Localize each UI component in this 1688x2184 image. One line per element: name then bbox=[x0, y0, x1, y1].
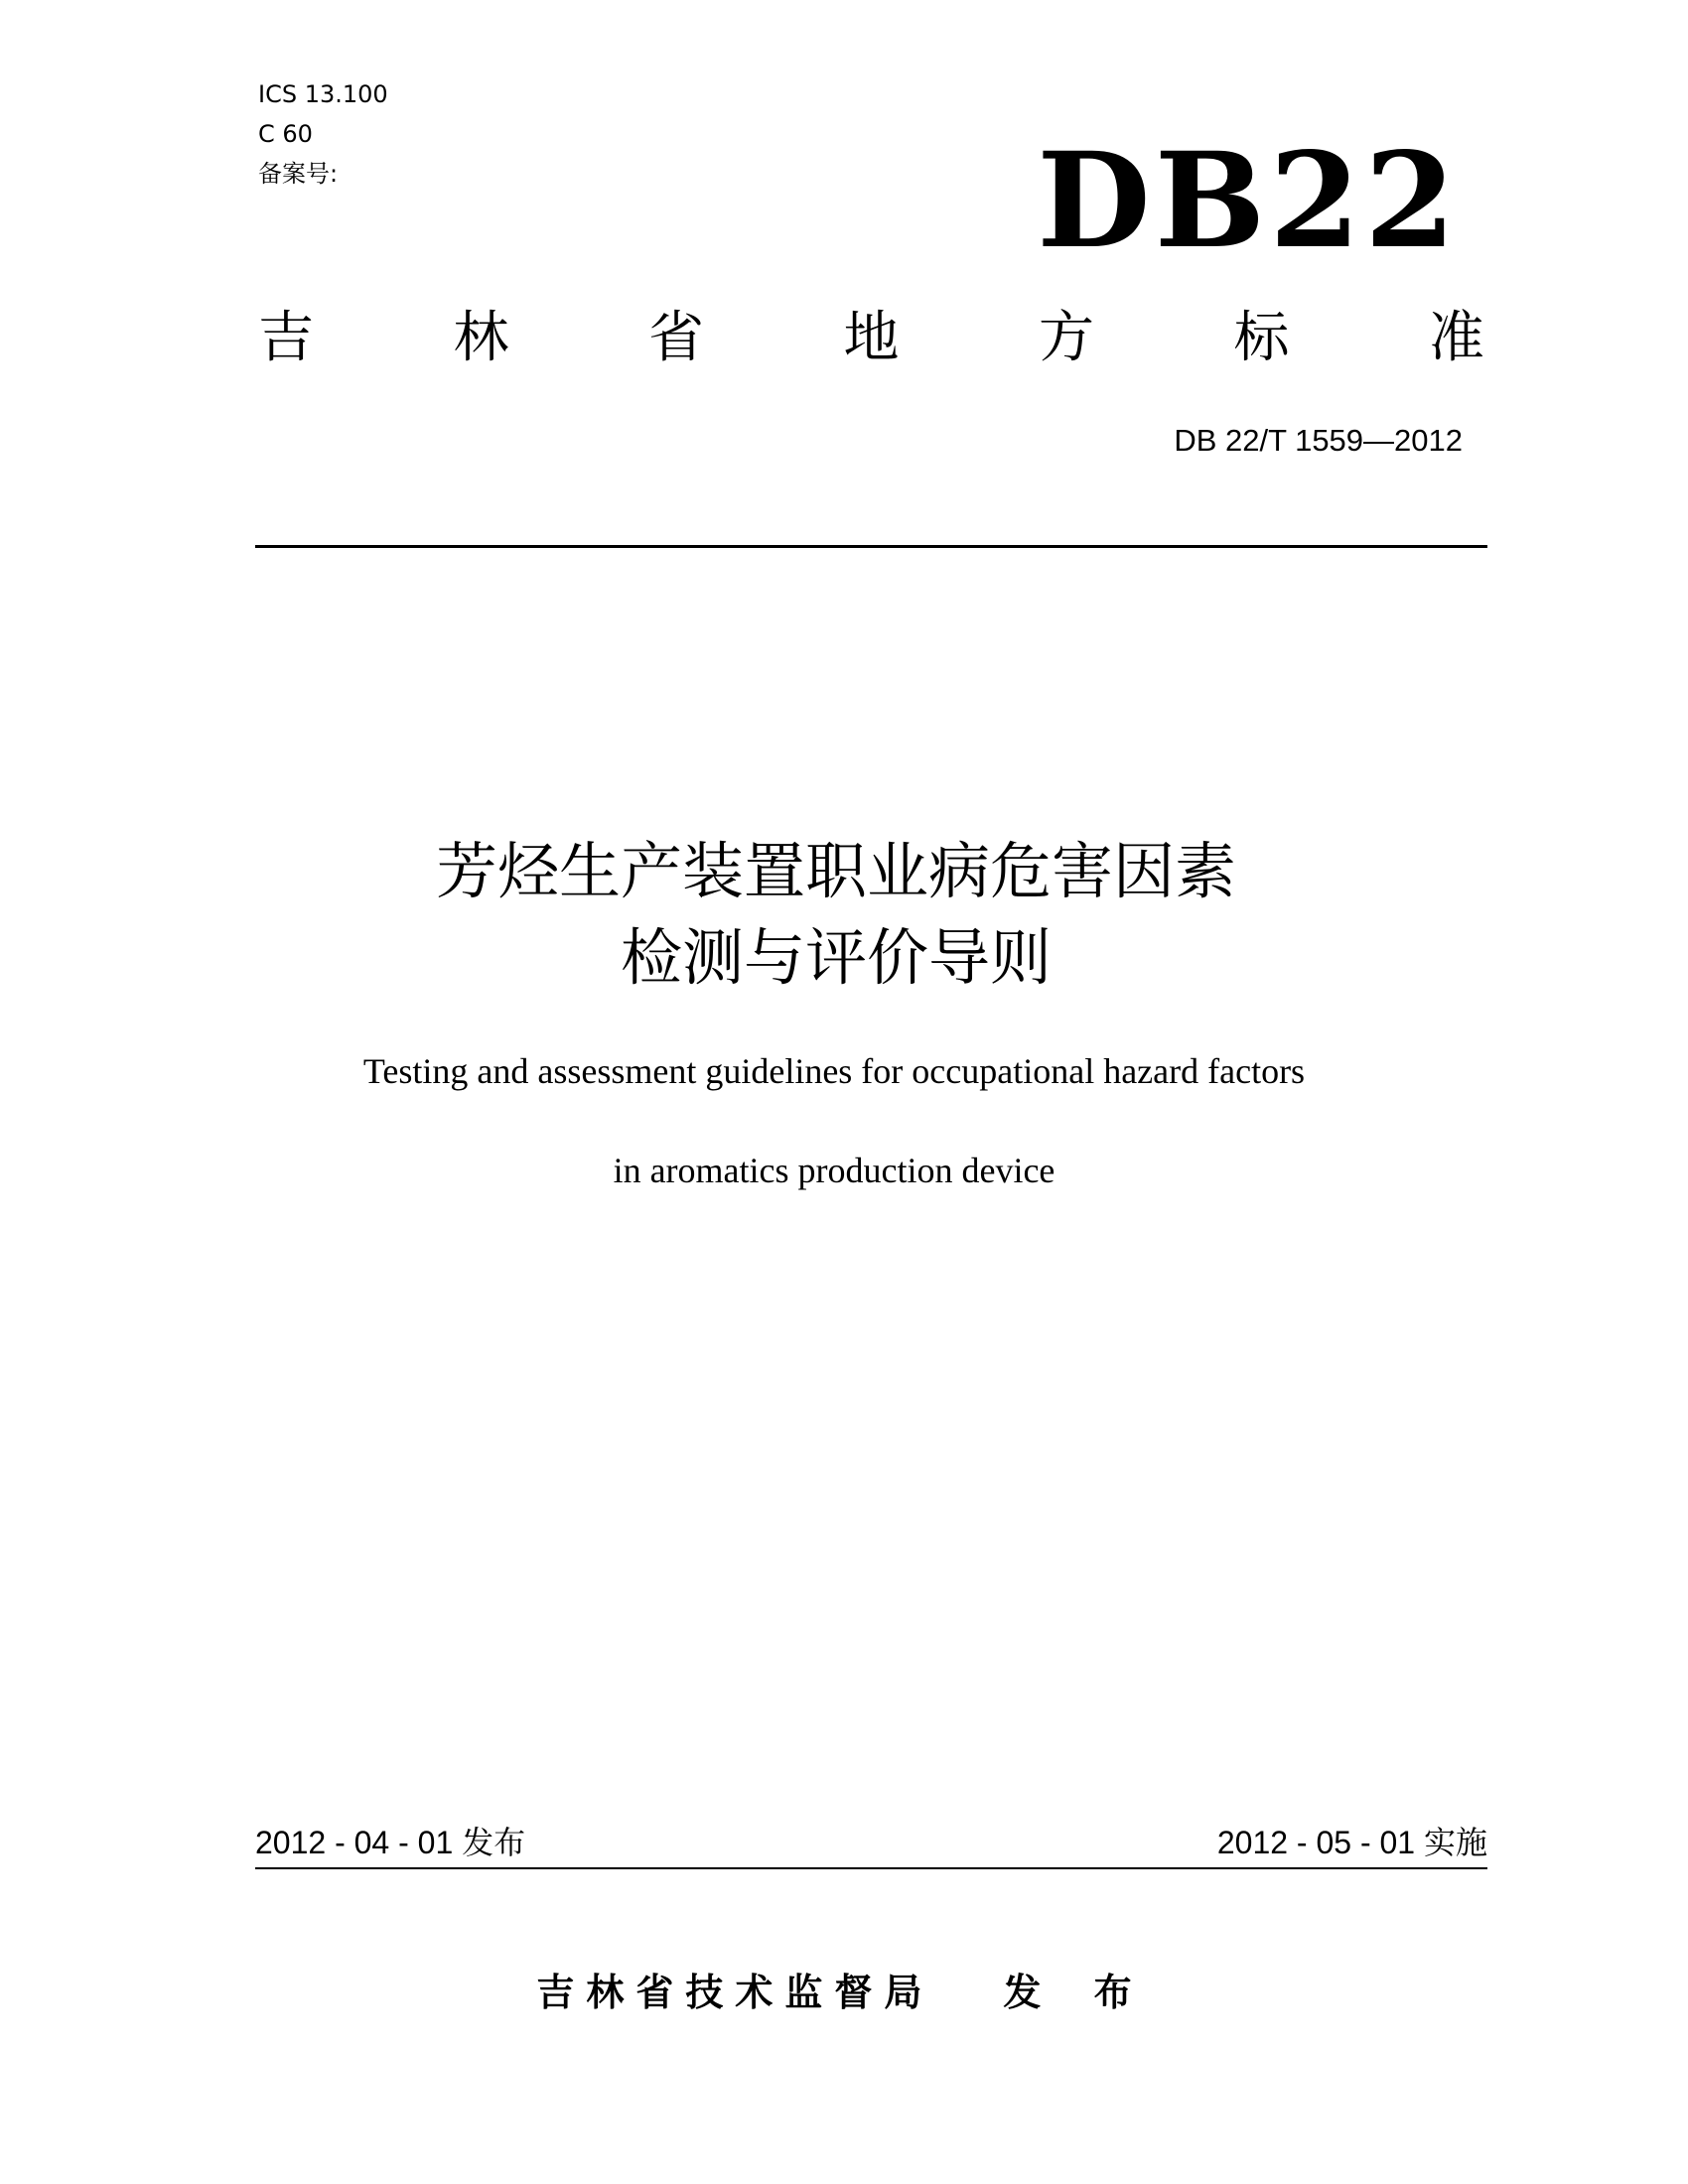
implementation-date: 2012 - 05 - 01 实施 bbox=[1216, 1825, 1487, 1860]
issuer-line bbox=[0, 1968, 1688, 2017]
standard-type-char: 地 bbox=[843, 306, 900, 370]
standard-type-heading bbox=[258, 304, 1484, 373]
standard-type-char: 方 bbox=[1039, 306, 1094, 370]
standard-type-char: 标 bbox=[1233, 306, 1290, 370]
ccs-code: C 60 bbox=[258, 120, 313, 148]
top-divider bbox=[255, 545, 1487, 548]
filing-number-label: 备案号: bbox=[258, 160, 339, 188]
standard-type-char: 准 bbox=[1429, 306, 1484, 370]
bottom-divider bbox=[255, 1867, 1487, 1869]
title-chinese-line-2: 检测与评价导则 bbox=[620, 921, 1052, 994]
standard-type-char: 省 bbox=[648, 306, 704, 370]
release-date: 2012 - 04 - 01 发布 bbox=[255, 1825, 526, 1860]
title-english-line-2: in aromatics production device bbox=[613, 1151, 1055, 1190]
issuer-name: 吉林省技术监督局 bbox=[536, 1971, 934, 2014]
ics-code: ICS 13.100 bbox=[258, 80, 388, 108]
standard-type-char: 林 bbox=[453, 306, 509, 370]
standard-type-char: 吉 bbox=[258, 306, 314, 370]
db-standard-mark: DB22 bbox=[1037, 124, 1460, 278]
issuer-action: 发 布 bbox=[1003, 1971, 1152, 2014]
standard-number: DB 22/T 1559—2012 bbox=[1174, 423, 1463, 458]
title-chinese-line-1: 芳烃生产装置职业病危害因素 bbox=[435, 835, 1236, 907]
title-english-line-1: Testing and assessment guidelines for occupational hazard factors bbox=[362, 1051, 1306, 1091]
